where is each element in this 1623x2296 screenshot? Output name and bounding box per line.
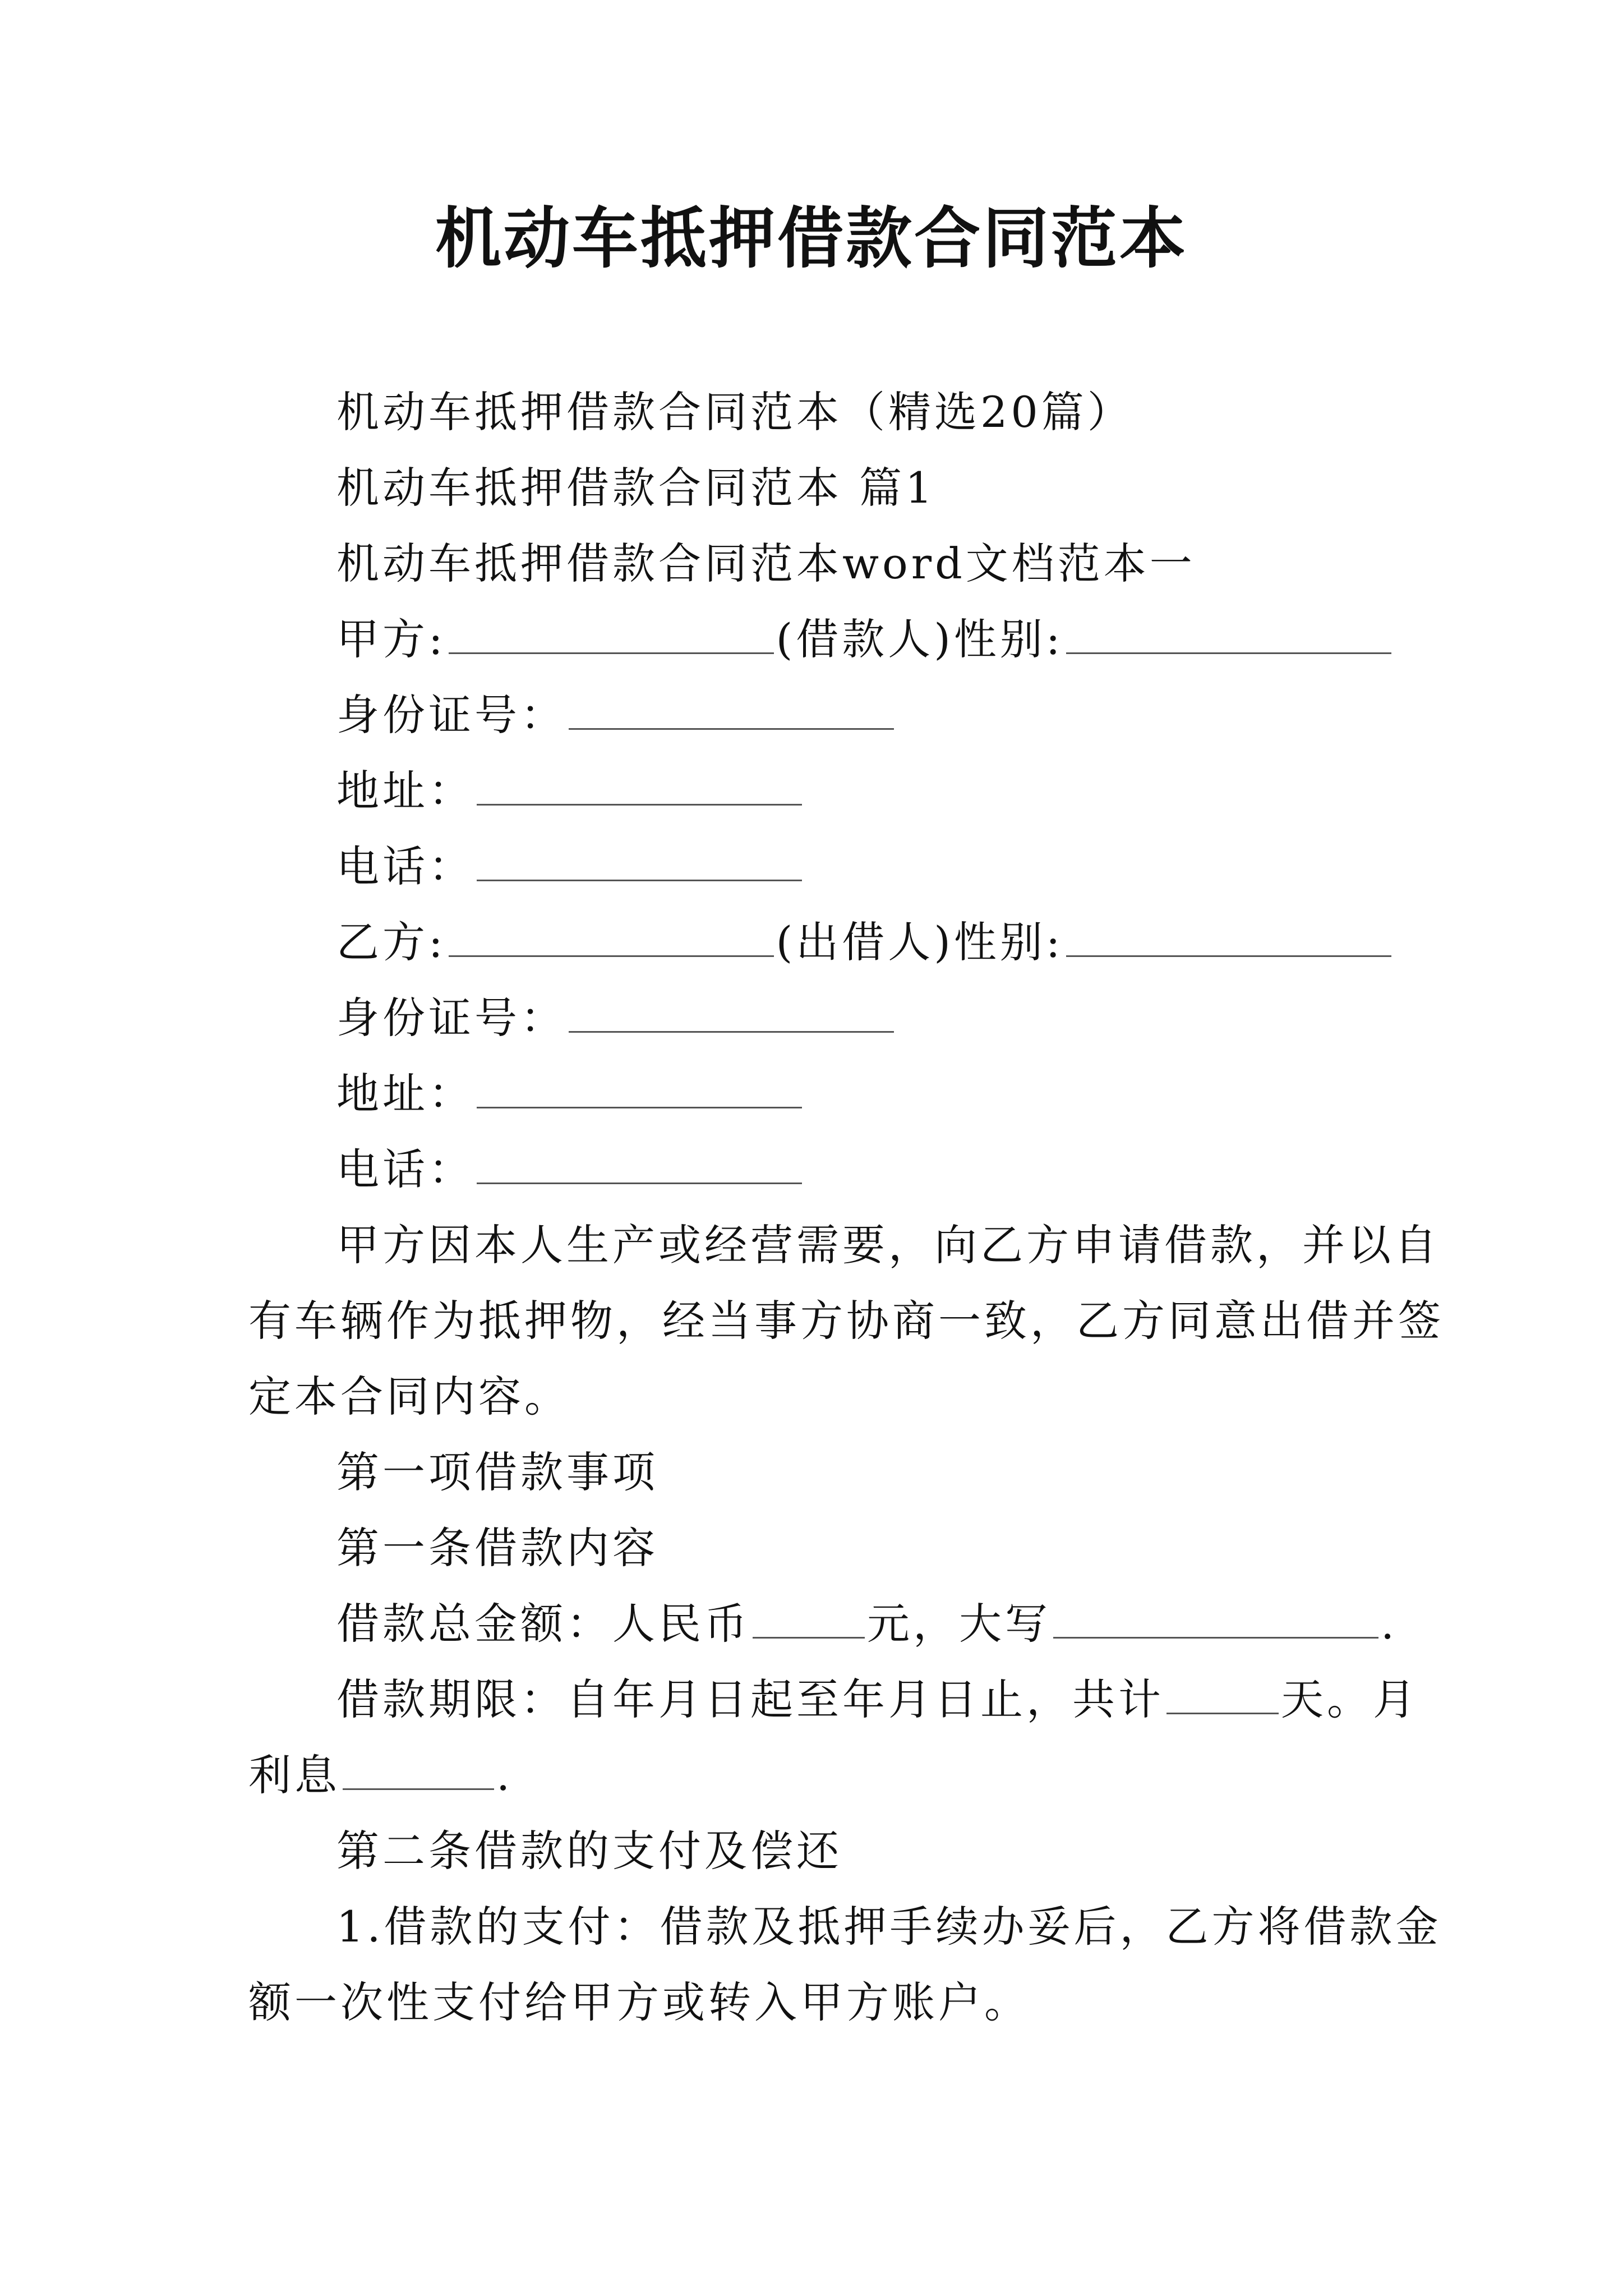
article-1-heading: 第一条借款内容 — [336, 1523, 658, 1573]
loan-amount-prefix: 借款总金额：人民币 — [336, 1599, 750, 1649]
loan-term-suffix: 天。月 — [1281, 1674, 1419, 1724]
party-b-address-label: 地址： — [336, 1069, 474, 1119]
party-b-address-blank[interactable] — [477, 1068, 802, 1108]
party-b-name-blank[interactable] — [449, 916, 774, 957]
loan-interest-suffix: . — [496, 1750, 514, 1800]
party-b-role: (出借人)性别: — [776, 917, 1064, 967]
party-a-phone-row — [336, 836, 804, 898]
loan-interest-label: 利息 — [248, 1750, 340, 1800]
party-a-address-label: 地址： — [336, 766, 474, 816]
party-b-phone-label: 电话： — [336, 1144, 474, 1194]
party-b-gender-blank[interactable] — [1066, 916, 1391, 957]
intro-line-3: 定本合同内容。 — [248, 1372, 570, 1421]
party-b-phone-blank[interactable] — [477, 1143, 802, 1184]
loan-term-row — [336, 1669, 1419, 1731]
loan-term-days-blank[interactable] — [1166, 1673, 1279, 1714]
intro-line-2: 有车辆作为抵押物，经当事方协商一致，乙方同意出借并签 — [248, 1296, 1444, 1346]
section-heading: 机动车抵押借款合同范本 篇1 — [336, 463, 936, 513]
party-a-role: (借款人)性别: — [776, 614, 1064, 664]
loan-amount-words-blank[interactable] — [1053, 1598, 1378, 1639]
loan-amount-blank[interactable] — [753, 1598, 865, 1639]
article-2-heading: 第二条借款的支付及偿还 — [336, 1826, 842, 1876]
subtitle: 机动车抵押借款合同范本（精选20篇） — [336, 387, 1133, 437]
party-b-address-row — [336, 1063, 804, 1125]
party-a-address-blank[interactable] — [477, 765, 802, 806]
loan-amount-row — [336, 1593, 1398, 1655]
loan-amount-middle: 元，大写 — [867, 1599, 1051, 1649]
loan-term-prefix: 借款期限：自年月日起至年月日止，共计 — [336, 1674, 1164, 1724]
template-heading: 机动车抵押借款合同范本word文档范本一 — [336, 539, 1196, 588]
loan-interest-blank[interactable] — [343, 1749, 494, 1790]
item-1-heading: 第一项借款事项 — [336, 1447, 658, 1497]
loan-amount-suffix: . — [1381, 1599, 1398, 1649]
party-b-phone-row — [336, 1139, 804, 1200]
payment-line-2: 额一次性支付给甲方或转入甲方账户。 — [248, 1977, 1030, 2027]
party-b-id-label: 身份证号： — [336, 993, 566, 1043]
party-a-name-blank[interactable] — [449, 613, 774, 654]
payment-line-1: 1.借款的支付：借款及抵押手续办妥后，乙方将借款金 — [336, 1902, 1442, 1952]
party-a-id-row — [336, 684, 896, 746]
party-a-gender-blank[interactable] — [1066, 613, 1391, 654]
party-a-id-label: 身份证号： — [336, 690, 566, 740]
party-a-phone-label: 电话： — [336, 841, 474, 891]
party-b-id-blank[interactable] — [569, 992, 894, 1033]
party-b-id-row — [336, 987, 896, 1049]
loan-interest-row — [248, 1745, 513, 1806]
party-a-id-blank[interactable] — [569, 689, 894, 730]
party-b-row — [336, 912, 1394, 973]
intro-line-1: 甲方因本人生产或经营需要，向乙方申请借款，并以自 — [336, 1220, 1440, 1270]
party-a-row — [336, 609, 1394, 670]
party-b-label: 乙方: — [336, 917, 446, 967]
party-a-label: 甲方: — [336, 614, 446, 664]
party-a-phone-blank[interactable] — [477, 840, 802, 881]
party-a-address-row — [336, 760, 804, 822]
document-title: 机动车抵押借款合同范本 — [435, 199, 1188, 277]
